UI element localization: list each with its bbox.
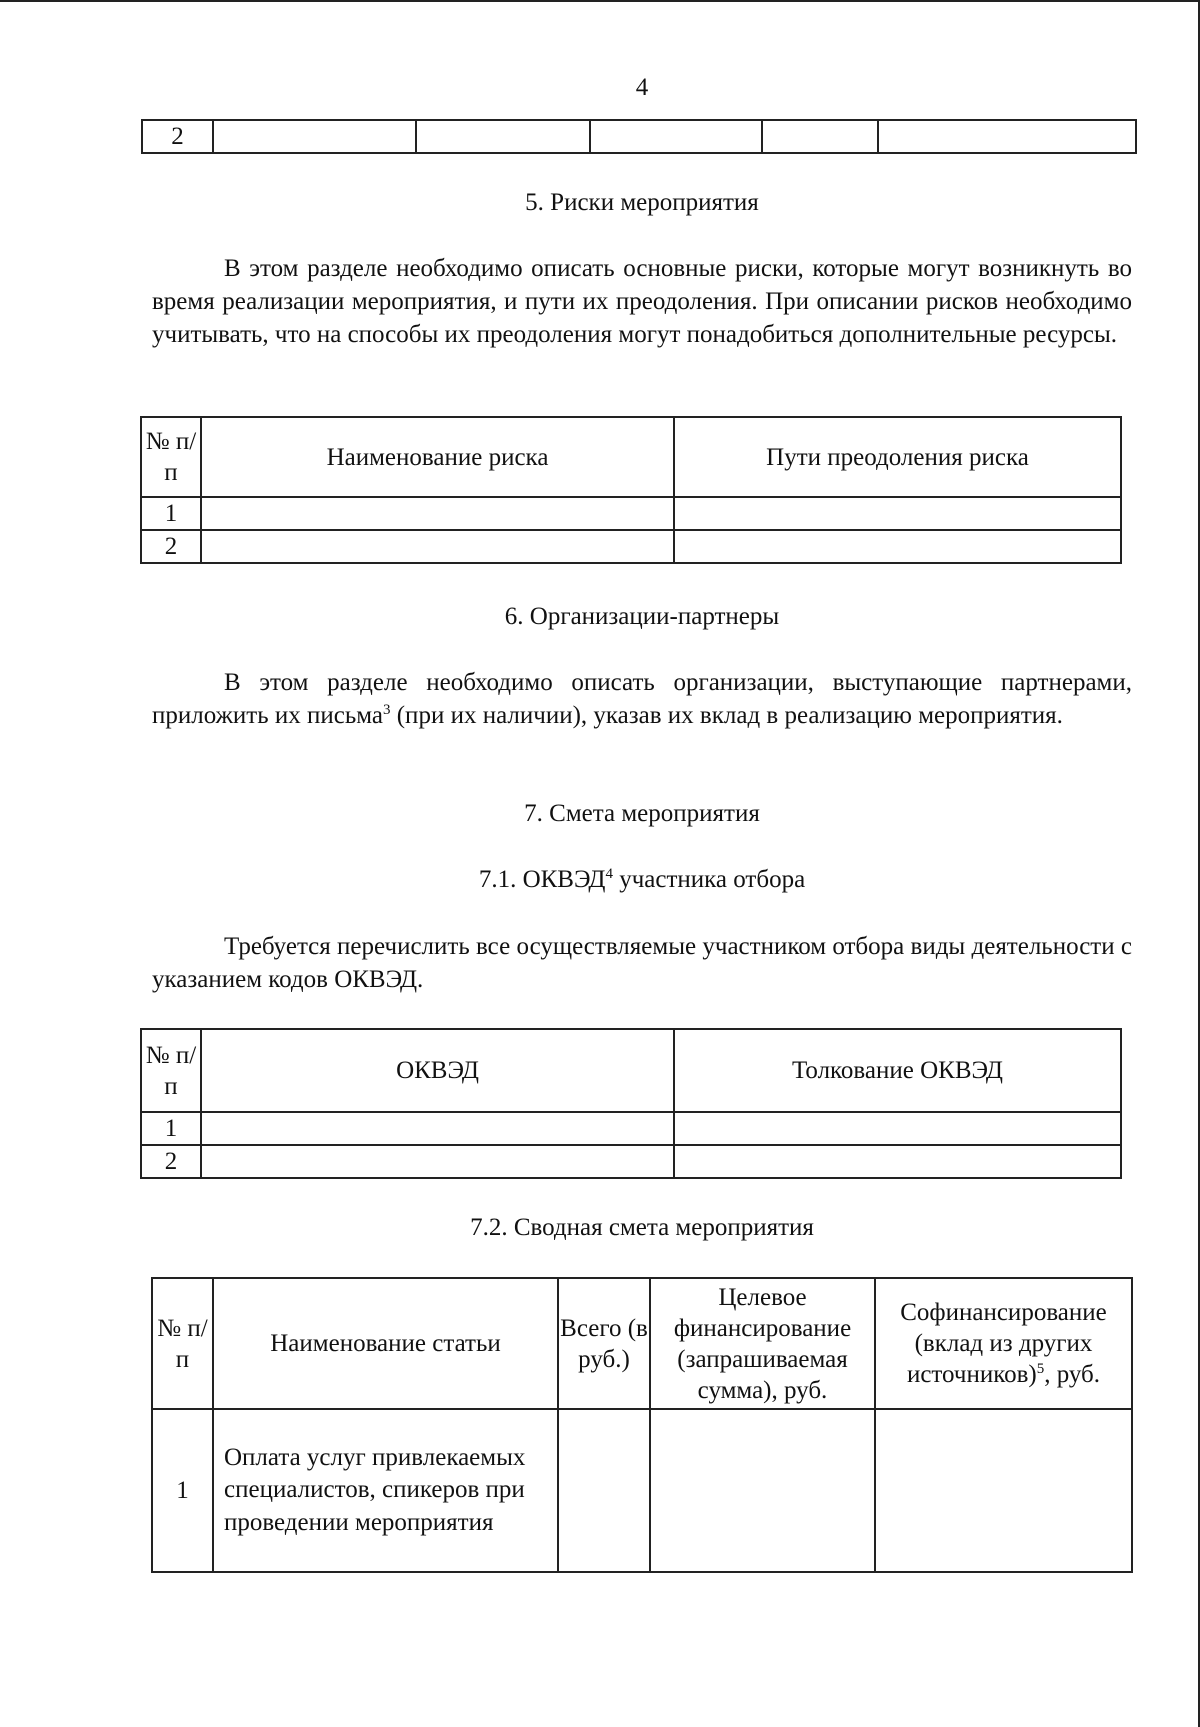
section-7-2-title: 7.2. Сводная смета мероприятия <box>470 1214 814 1241</box>
table-cell <box>558 1409 650 1572</box>
section-7-1-title-part2: участника отбора <box>612 866 806 893</box>
row-number: 1 <box>152 1409 213 1572</box>
column-header-risk-name: Наименование риска <box>201 417 674 497</box>
table-cell <box>201 530 674 563</box>
column-header-number: № п/п <box>141 1029 201 1112</box>
section-7-1-title-part1: 7.1. ОКВЭД <box>478 866 606 893</box>
column-header-number: № п/п <box>152 1278 213 1409</box>
table-row <box>141 530 1121 563</box>
table-cell <box>878 120 1136 153</box>
section-6-title: 6. Организации-партнеры <box>504 603 780 630</box>
section-6-paragraph <box>152 666 1132 732</box>
column-header-okved: ОКВЭД <box>201 1029 674 1112</box>
table-cell <box>201 1145 674 1178</box>
budget-table <box>151 1277 1133 1573</box>
table-row <box>152 1409 1132 1572</box>
okved-table <box>140 1028 1122 1179</box>
footnote-ref-3: 3 <box>382 702 391 718</box>
table-row <box>141 1112 1121 1145</box>
row-number: 2 <box>141 1145 201 1178</box>
section-6-text-part2: (при их наличии), указав их вклад в реализацию мероприятия. <box>390 702 1063 729</box>
table-cell <box>674 497 1121 530</box>
column-header-target-funding: Целевое финансирование (запрашиваемая сумма), руб. <box>650 1278 875 1409</box>
section-7-1-paragraph: Требуется перечислить все осуществляемые участником отбора виды деятельности с указанием кодов ОКВЭД. <box>152 933 1132 993</box>
table-header-row <box>152 1278 1132 1409</box>
table-row <box>141 1145 1121 1178</box>
cofinancing-text-part2: , руб. <box>1044 1361 1101 1388</box>
column-header-number: № п/п <box>141 417 201 497</box>
table-row <box>142 120 1136 153</box>
table-cell <box>762 120 878 153</box>
column-header-okved-description: Толкование ОКВЭД <box>674 1029 1121 1112</box>
cofinancing-text-part1: Софинансирование (вклад из других источников) <box>900 1299 1107 1388</box>
table-row <box>141 497 1121 530</box>
risks-table <box>140 416 1122 564</box>
table-cell <box>674 530 1121 563</box>
section-7-1-title <box>0 865 1200 895</box>
table-cell <box>416 120 590 153</box>
section-6-text-part1: В этом разделе необходимо описать организации, выступающие партнерами, приложить их письма <box>152 669 1132 729</box>
row-number: 2 <box>141 530 201 563</box>
section-7-title: 7. Смета мероприятия <box>524 800 760 827</box>
column-header-item-name: Наименование статьи <box>213 1278 558 1409</box>
row-number: 1 <box>141 1112 201 1145</box>
table-header-row <box>141 1029 1121 1112</box>
table-cell <box>875 1409 1132 1572</box>
section-5-paragraph: В этом разделе необходимо описать основные риски, которые могут возникнуть во время реализации мероприятия, и пути их преодоления. При описании рисков необходимо учитывать, что на способы их преодоления могут понадобиться дополнительные ресурсы. <box>152 255 1132 348</box>
table-cell <box>650 1409 875 1572</box>
table-cell <box>201 1112 674 1145</box>
row-number: 1 <box>141 497 201 530</box>
table-cell <box>674 1112 1121 1145</box>
table-cell <box>201 497 674 530</box>
page-number: 4 <box>635 74 649 101</box>
table-cell <box>674 1145 1121 1178</box>
footnote-ref-5: 5 <box>1036 1361 1045 1377</box>
column-header-total: Всего (в руб.) <box>558 1278 650 1409</box>
table-cell <box>213 120 416 153</box>
row-number: 2 <box>142 120 213 153</box>
table-cell <box>590 120 762 153</box>
column-header-cofinancing <box>875 1278 1132 1409</box>
column-header-risk-mitigation: Пути преодоления риска <box>674 417 1121 497</box>
item-name-cell: Оплата услуг привлекаемых специалистов, спикеров при проведении мероприятия <box>213 1409 558 1572</box>
footnote-ref-4: 4 <box>605 866 613 882</box>
section-5-title: 5. Риски мероприятия <box>525 189 759 216</box>
table-header-row <box>141 417 1121 497</box>
continuation-table <box>141 119 1137 154</box>
